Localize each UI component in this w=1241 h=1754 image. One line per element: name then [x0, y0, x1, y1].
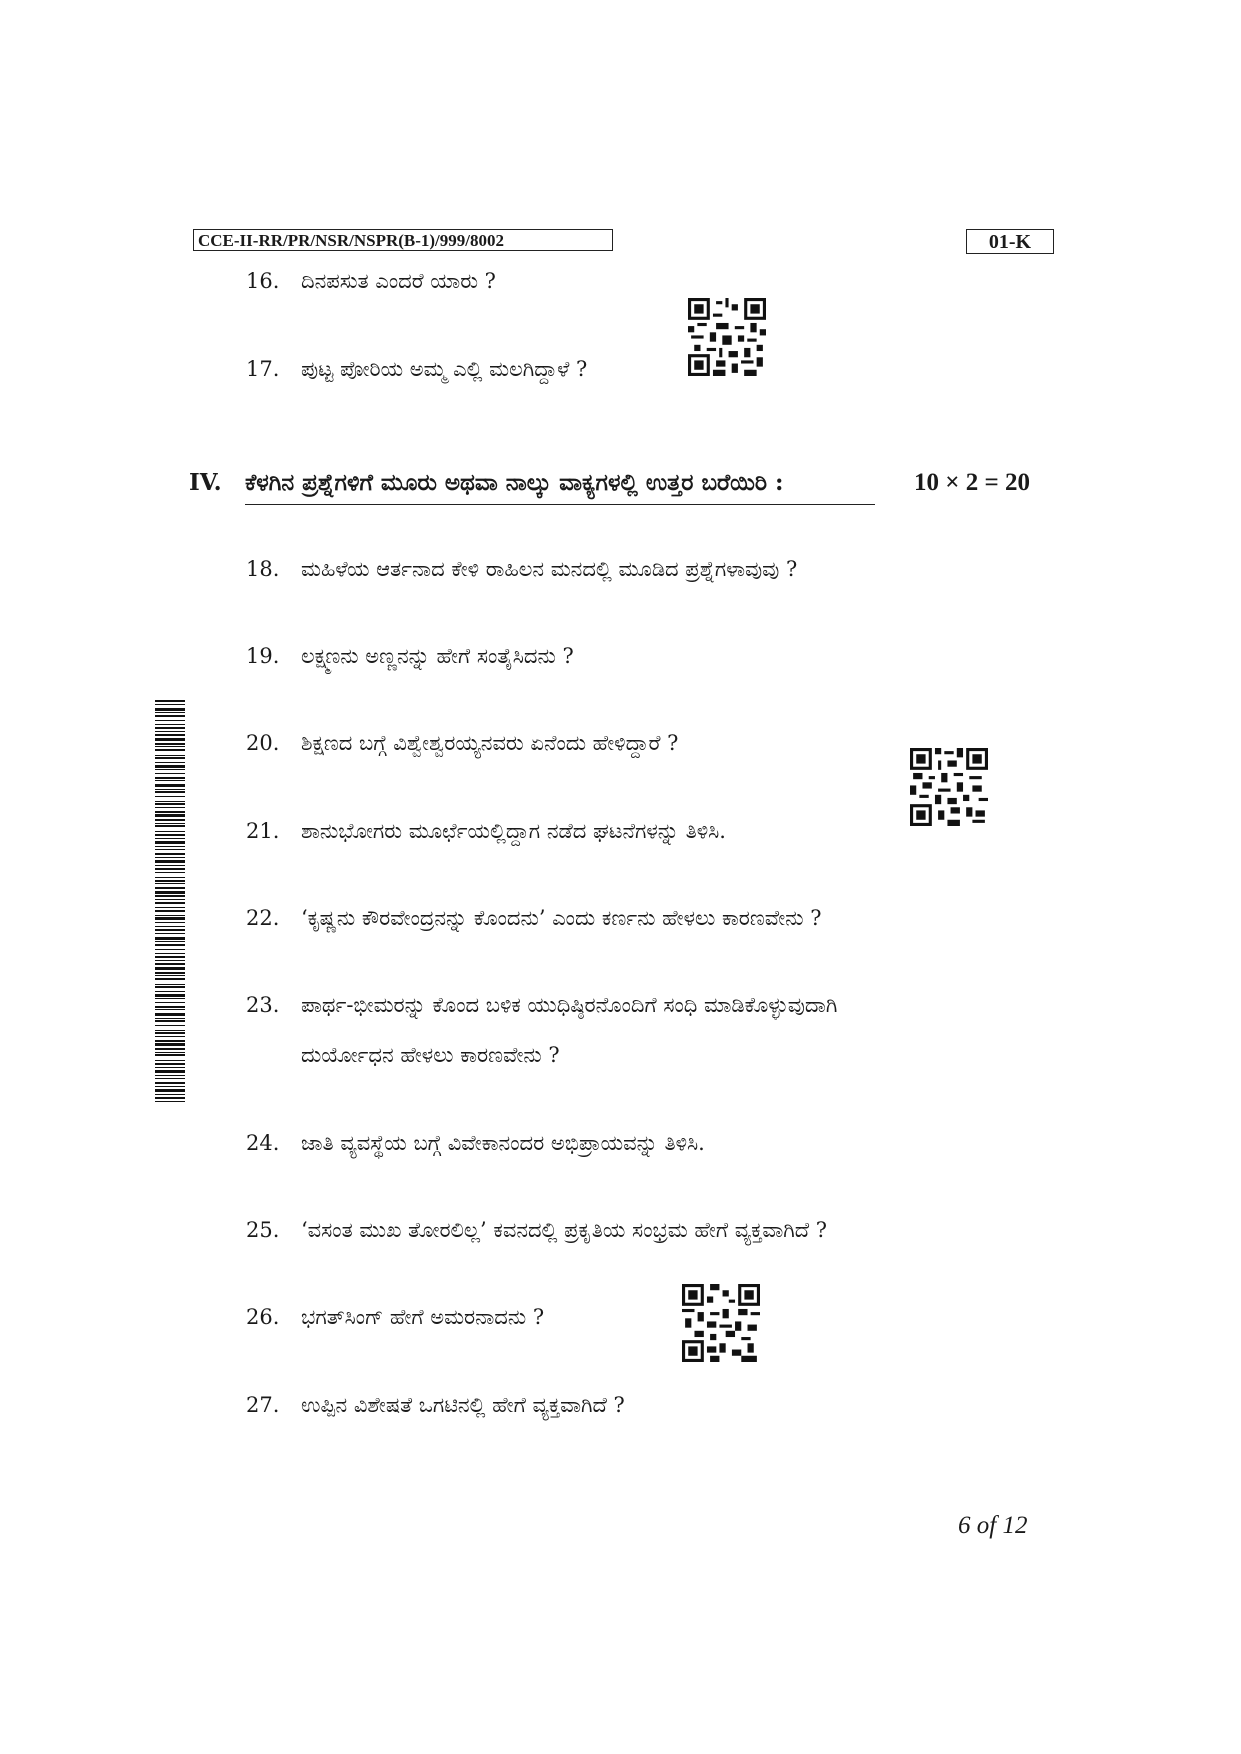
question-text: ಲಕ್ಷ್ಮಣನು ಅಣ್ಣನನ್ನು ಹೇಗೆ ಸಂತೈಸಿದನು ?: [301, 644, 574, 668]
question-number: 16.: [246, 269, 280, 293]
question-text: ಪಾರ್ಥ-ಭೀಮರನ್ನು ಕೊಂದ ಬಳಿಕ ಯುಧಿಷ್ಠಿರನೊಂದಿಗೆ ಸಂಧಿ ಮಾಡಿಕೊಳ್ಳುವುದಾಗಿ: [301, 993, 838, 1017]
question-number: 20.: [246, 731, 280, 755]
question-number: 22.: [246, 906, 280, 930]
question-number: 24.: [246, 1131, 280, 1155]
question-number: 18.: [246, 557, 280, 581]
paper-id-badge: 01-K: [966, 229, 1054, 254]
question-text: ಶಿಕ್ಷಣದ ಬಗ್ಗೆ ವಿಶ್ವೇಶ್ವರಯ್ಯನವರು ಏನೆಂದು ಹೇಳಿದ್ದಾರೆ ?: [301, 731, 679, 755]
question-text: ದಿನಪಸುತ ಎಂದರೆ ಯಾರು ?: [301, 269, 496, 293]
question-number: 21.: [246, 819, 280, 843]
section-instruction: ಕೆಳಗಿನ ಪ್ರಶ್ನೆಗಳಿಗೆ ಮೂರು ಅಥವಾ ನಾಲ್ಕು ವಾಕ್ಯಗಳಲ್ಲಿ ಉತ್ತರ ಬರೆಯಿರಿ :: [245, 466, 875, 505]
question-number: 23.: [246, 993, 280, 1017]
question-text: ಶಾನುಭೋಗರು ಮೂರ್ಛೆಯಲ್ಲಿದ್ದಾಗ ನಡೆದ ಘಟನೆಗಳನ್ನು ತಿಳಿಸಿ.: [301, 819, 726, 843]
qr-code-icon: [682, 1284, 760, 1362]
barcode-icon: [155, 700, 185, 1102]
question-text-continued: ದುರ್ಯೋಧನ ಹೇಳಲು ಕಾರಣವೇನು ?: [301, 1043, 560, 1067]
section-number: IV.: [189, 469, 222, 496]
question-text: ‘ಕೃಷ್ಣನು ಕೌರವೇಂದ್ರನನ್ನು ಕೊಂದನು’ ಎಂದು ಕರ್ಣನು ಹೇಳಲು ಕಾರಣವೇನು ?: [301, 906, 822, 930]
question-number: 27.: [246, 1393, 280, 1417]
question-text: ಮಹಿಳೆಯ ಆರ್ತನಾದ ಕೇಳಿ ರಾಹಿಲನ ಮನದಲ್ಲಿ ಮೂಡಿದ ಪ್ರಶ್ನೆಗಳಾವುವು ?: [301, 557, 798, 581]
page-number: 6 of 12: [958, 1512, 1028, 1539]
question-text: ಭಗತ್‌ಸಿಂಗ್ ಹೇಗೆ ಅಮರನಾದನು ?: [301, 1305, 545, 1329]
paper-code: CCE-II-RR/PR/NSR/NSPR(B-1)/999/8002: [193, 229, 613, 251]
question-number: 26.: [246, 1305, 280, 1329]
question-number: 25.: [246, 1218, 280, 1242]
question-number: 19.: [246, 644, 280, 668]
question-text: ಪುಟ್ಟ ಪೋರಿಯ ಅಮ್ಮ ಎಲ್ಲಿ ಮಲಗಿದ್ದಾಳೆ ?: [301, 357, 588, 381]
section-marks: 10 × 2 = 20: [914, 469, 1030, 496]
question-number: 17.: [246, 357, 280, 381]
question-text: ಜಾತಿ ವ್ಯವಸ್ಥೆಯ ಬಗ್ಗೆ ವಿವೇಕಾನಂದರ ಅಭಿಪ್ರಾಯವನ್ನು ತಿಳಿಸಿ.: [301, 1131, 705, 1155]
question-text: ‘ವಸಂತ ಮುಖ ತೋರಲಿಲ್ಲ’ ಕವನದಲ್ಲಿ ಪ್ರಕೃತಿಯ ಸಂಭ್ರಮ ಹೇಗೆ ವ್ಯಕ್ತವಾಗಿದೆ ?: [301, 1218, 828, 1242]
qr-code-icon: [688, 298, 766, 376]
question-text: ಉಪ್ಪಿನ ವಿಶೇಷತೆ ಒಗಟಿನಲ್ಲಿ ಹೇಗೆ ವ್ಯಕ್ತವಾಗಿದೆ ?: [301, 1393, 625, 1417]
qr-code-icon: [910, 748, 988, 826]
